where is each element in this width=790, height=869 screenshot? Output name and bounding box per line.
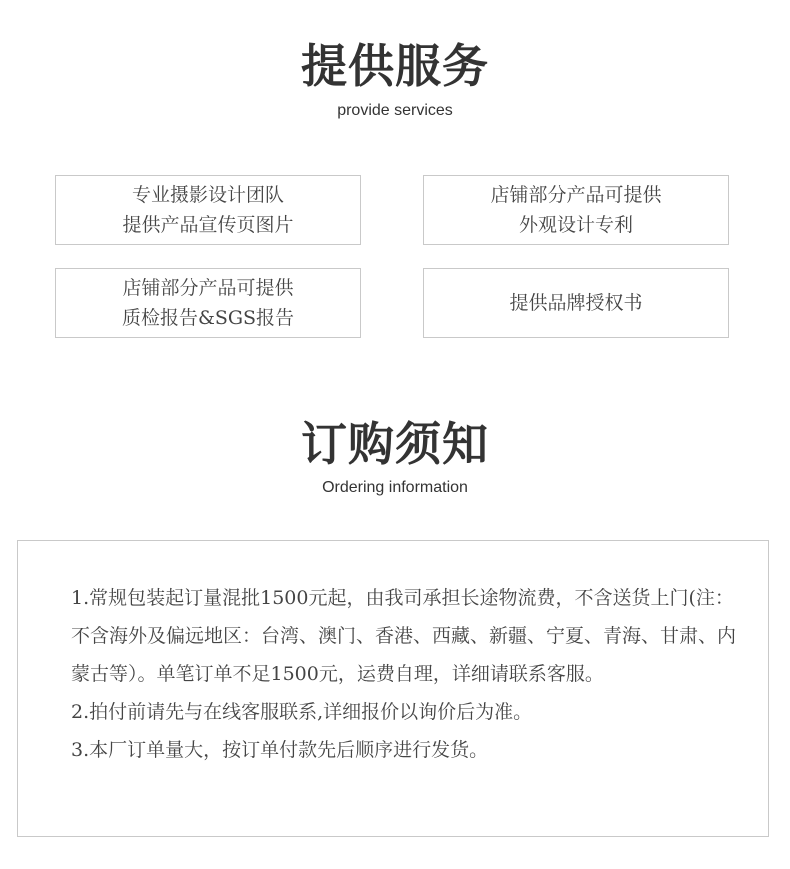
service-card-line: 质检报告&SGS报告	[121, 307, 295, 329]
service-card-design-patent	[423, 175, 729, 245]
service-card-line: 外观设计专利	[518, 214, 633, 236]
service-card-line: 店铺部分产品可提供	[490, 184, 662, 206]
services-title: 提供服务	[301, 39, 489, 93]
ordering-info-panel	[17, 540, 769, 837]
service-card-line: 提供品牌授权书	[509, 292, 643, 314]
service-card-line: 店铺部分产品可提供	[122, 277, 294, 299]
ordering-item: 3.本厂订单量大，按订单付款先后顺序进行发货。	[71, 739, 489, 761]
service-card-brand-authorization	[423, 268, 729, 338]
ordering-subtitle: Ordering information	[322, 479, 468, 496]
service-card-quality-report	[55, 268, 361, 338]
services-subtitle: provide services	[337, 102, 453, 119]
ordering-item: 2.拍付前请先与在线客服联系,详细报价以询价后为准。	[71, 701, 533, 723]
service-card-line: 专业摄影设计团队	[131, 184, 284, 206]
service-card-line: 提供产品宣传页图片	[122, 214, 294, 236]
ordering-item: 1.常规包装起订量混批1500元起，由我司承担长途物流费，不含送货上门(注：不含海外及偏远地区：台湾、澳门、香港、西藏、新疆、宁夏、青海、甘肃、内蒙古等）。单笔订单不足1500元，运费自理，详细请联系客服。	[71, 587, 737, 685]
ordering-title: 订购须知	[301, 417, 489, 471]
service-card-photography	[55, 175, 361, 245]
ordering-info-text	[71, 579, 741, 769]
